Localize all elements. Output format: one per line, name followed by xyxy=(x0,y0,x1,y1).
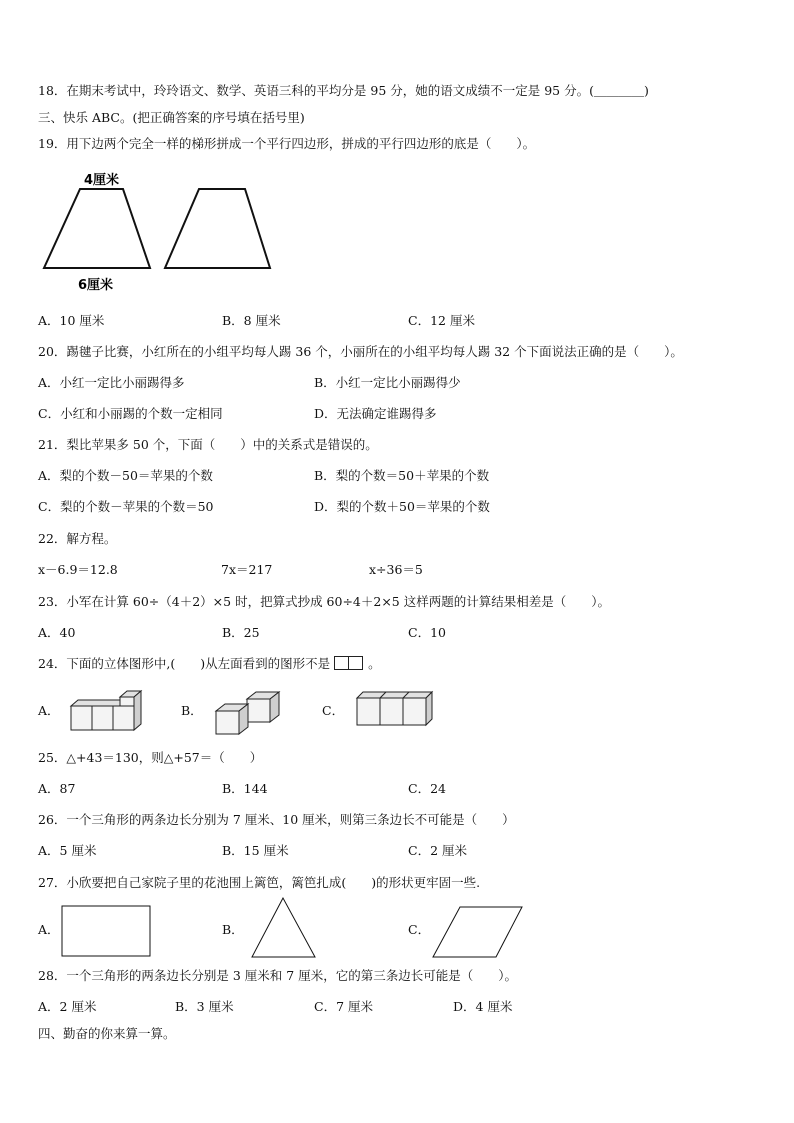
question-21: 21．梨比苹果多 50 个，下面（ ）中的关系式是错误的。 xyxy=(38,437,378,452)
question-27: 27．小欣要把自己家院子里的花池围上篱笆，篱笆扎成( )的形状更牢固一些. xyxy=(38,875,481,890)
q19-option-b[interactable]: B．8 厘米 xyxy=(222,313,281,328)
question-25: 25．△+43＝130，则△+57＝（ ） xyxy=(38,750,263,765)
q19-option-c[interactable]: C．12 厘米 xyxy=(408,313,475,328)
q19-option-a[interactable]: A．10 厘米 xyxy=(38,313,105,328)
section-4-title: 四、勤奋的你来算一算。 xyxy=(38,1026,176,1041)
question-23: 23．小军在计算 60÷（4＋2）×5 时，把算式抄成 60÷4＋2×5 这样两题的计算结果相差是（ ）。 xyxy=(38,594,610,609)
section-3-title: 三、快乐 ABC。(把正确答案的序号填在括号里) xyxy=(38,110,305,125)
q23-option-c[interactable]: C．10 xyxy=(408,625,446,640)
question-26: 26．一个三角形的两条边长分别为 7 厘米、10 厘米，则第三条边长不可能是（ ） xyxy=(38,812,515,827)
q27-option-b[interactable]: B． xyxy=(222,922,244,937)
q21-option-d[interactable]: D．梨的个数＋50＝苹果的个数 xyxy=(314,499,490,514)
q24-text: 24．下面的立体图形中,( )从左面看到的图形不是 xyxy=(38,656,331,671)
q26-option-b[interactable]: B．15 厘米 xyxy=(222,843,289,858)
q21-option-b[interactable]: B．梨的个数＝50＋苹果的个数 xyxy=(314,468,490,483)
q20-option-b[interactable]: B．小红一定比小丽踢得少 xyxy=(314,375,461,390)
q25-option-a[interactable]: A．87 xyxy=(38,781,76,796)
q23-option-a[interactable]: A．40 xyxy=(38,625,76,640)
q24-option-a[interactable]: A． xyxy=(38,703,60,718)
q26-option-a[interactable]: A．5 厘米 xyxy=(38,843,97,858)
q27-option-a[interactable]: A． xyxy=(38,922,60,937)
trapezoid-bottom-label: 6厘米 xyxy=(78,278,114,293)
q25-option-c[interactable]: C．24 xyxy=(408,781,446,796)
q20-option-c[interactable]: C．小红和小丽踢的个数一定相同 xyxy=(38,406,223,421)
question-18: 18．在期末考试中，玲玲语文、数学、英语三科的平均分是 95 分，她的语文成绩不一定是 95 分。(＿＿＿＿) xyxy=(38,83,649,98)
q28-option-a[interactable]: A．2 厘米 xyxy=(38,999,97,1014)
q20-option-d[interactable]: D．无法确定谁踢得多 xyxy=(314,406,437,421)
trapezoid-top-label: 4厘米 xyxy=(84,173,120,188)
q22-equation-2: 7x＝217 xyxy=(221,562,273,577)
question-20: 20．踢毽子比赛，小红所在的小组平均每人踢 36 个，小丽所在的小组平均每人踢 32 个下面说法正确的是（ ）。 xyxy=(38,344,683,359)
q25-option-b[interactable]: B．144 xyxy=(222,781,268,796)
q26-option-c[interactable]: C．2 厘米 xyxy=(408,843,467,858)
q28-option-b[interactable]: B．3 厘米 xyxy=(175,999,234,1014)
q20-option-a[interactable]: A．小红一定比小丽踢得多 xyxy=(38,375,185,390)
q28-option-c[interactable]: C．7 厘米 xyxy=(314,999,373,1014)
triangle-shape xyxy=(252,898,315,957)
q22-equation-1: x－6.9＝12.8 xyxy=(38,562,118,577)
rectangle-shape xyxy=(62,906,150,956)
q24-option-c[interactable]: C． xyxy=(322,703,345,718)
q21-option-c[interactable]: C．梨的个数－苹果的个数＝50 xyxy=(38,499,214,514)
q28-option-d[interactable]: D．4 厘米 xyxy=(453,999,513,1014)
q24-text-end: 。 xyxy=(368,656,381,671)
question-19: 19．用下边两个完全一样的梯形拼成一个平行四边形，拼成的平行四边形的底是（ ）。 xyxy=(38,136,536,151)
q23-option-b[interactable]: B．25 xyxy=(222,625,260,640)
parallelogram-shape xyxy=(433,907,522,957)
q27-option-c[interactable]: C． xyxy=(408,922,431,937)
q22-equation-3: x÷36＝5 xyxy=(369,562,423,577)
question-28: 28．一个三角形的两条边长分别是 3 厘米和 7 厘米，它的第三条边长可能是（ ）。 xyxy=(38,968,517,983)
question-22: 22．解方程。 xyxy=(38,531,117,546)
q24-option-b[interactable]: B． xyxy=(181,703,203,718)
q21-option-a[interactable]: A．梨的个数－50＝苹果的个数 xyxy=(38,468,213,483)
